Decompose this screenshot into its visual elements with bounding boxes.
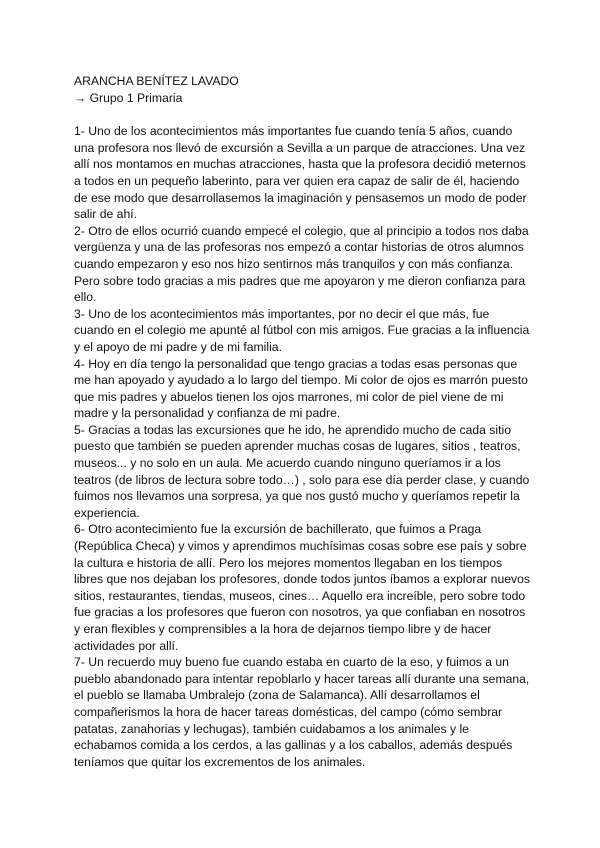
paragraph-4: 4- Hoy en día tengo la personalidad que tengo gracias a todas esas personas que me han apoyado y ayudado a lo largo del tiempo. Mi color de ojos es marrón puesto que mis padres y abuelos tienen los ojos marrones, mi color de piel viene de mi madre y la personalidad y confianza de mi padre. [74,356,528,421]
document-body [74,123,532,770]
author-name: ARANCHA BENÍTEZ LAVADO [74,74,239,88]
paragraph-2: 2- Otro de ellos ocurrió cuando empecé el colegio, que al principio a todos nos daba vergüenza y una de las profesoras nos empezó a contar historias de otros alumnos cuando empezaron y eso nos hizo sentirnos más tranquilos y con más confianza. Pero sobre todo gracias a mis padres que me apoyaron y me dieron confianza para ello. [74,223,529,305]
document-page [74,73,532,770]
document-header [74,73,532,106]
paragraph-5: 5- Gracias a todas las excursiones que he ido, he aprendido mucho de cada sitio puesto que también se pueden aprender muchas cosas de lugares, sitios , teatros, museos... y no solo en un aula. Me acuerdo cuando ninguno queríamos ir a los teatros (de libros de lectura sobre todo…) , solo para ese día perder clase, y cuando fuimos nos llevamos una sorpresa, ya que nos gustó mucho y queríamos repetir la experiencia. [74,422,530,520]
paragraph-3: 3- Uno de los acontecimientos más importantes, por no decir el que más, fue cuando en el colegio me apunté al fútbol con mis amigos. Fue gracias a la influencia y el apoyo de mi padre y de mi familia. [74,306,530,354]
paragraph-6: 6- Otro acontecimiento fue la excursión de bachillerato, que fuimos a Praga (República Checa) y vimos y aprendimos muchísimas cosas sobre ese país y sobre la cultura e historia de allí. Pero los mejores momentos llegaban en los tiempos libres que nos dejaban los profesores, donde todos juntos íbamos a explorar nuevos sitios, restaurantes, tiendas, museos, cines… Aquello era increíble, pero sobre todo fue gracias a los profesores que fueron con nosotros, ya que confiaban en nosotros y eran flexibles y comprensibles a la hora de dejarnos tiempo libre y de hacer actividades por allí. [74,522,530,653]
paragraph-7: 7- Un recuerdo muy bueno fue cuando estaba en cuarto de la eso, y fuimos a un pueblo abandonado para intentar repoblarlo y hacer tareas allí durante una semana, el pueblo se llamaba Umbralejo (zona de Salamanca). Allí desarrollamos el compañerismos la hora de hacer tareas domésticas, del campo (cómo sembrar patatas, zanahorias y lechugas), también cuidabamos a los animales y le echabamos comida a los cerdos, a las gallinas y a los caballos, además después teníamos que quitar los excrementos de los animales. [74,655,530,769]
paragraph-1: 1- Uno de los acontecimientos más importantes fue cuando tenía 5 años, cuando una profesora nos llevó de excursión a Sevilla a un parque de atracciones. Una vez allí nos montamos en muchas atracciones, hasta que la profesora decidió meternos a todos en un pequeño laberinto, para ver quien era capaz de salir de él, haciendo de ese modo que desarrollasemos la imaginación y pensasemos un modo de poder salir de ahí. [74,124,527,222]
group-label: → Grupo 1 Primaria [74,90,183,105]
